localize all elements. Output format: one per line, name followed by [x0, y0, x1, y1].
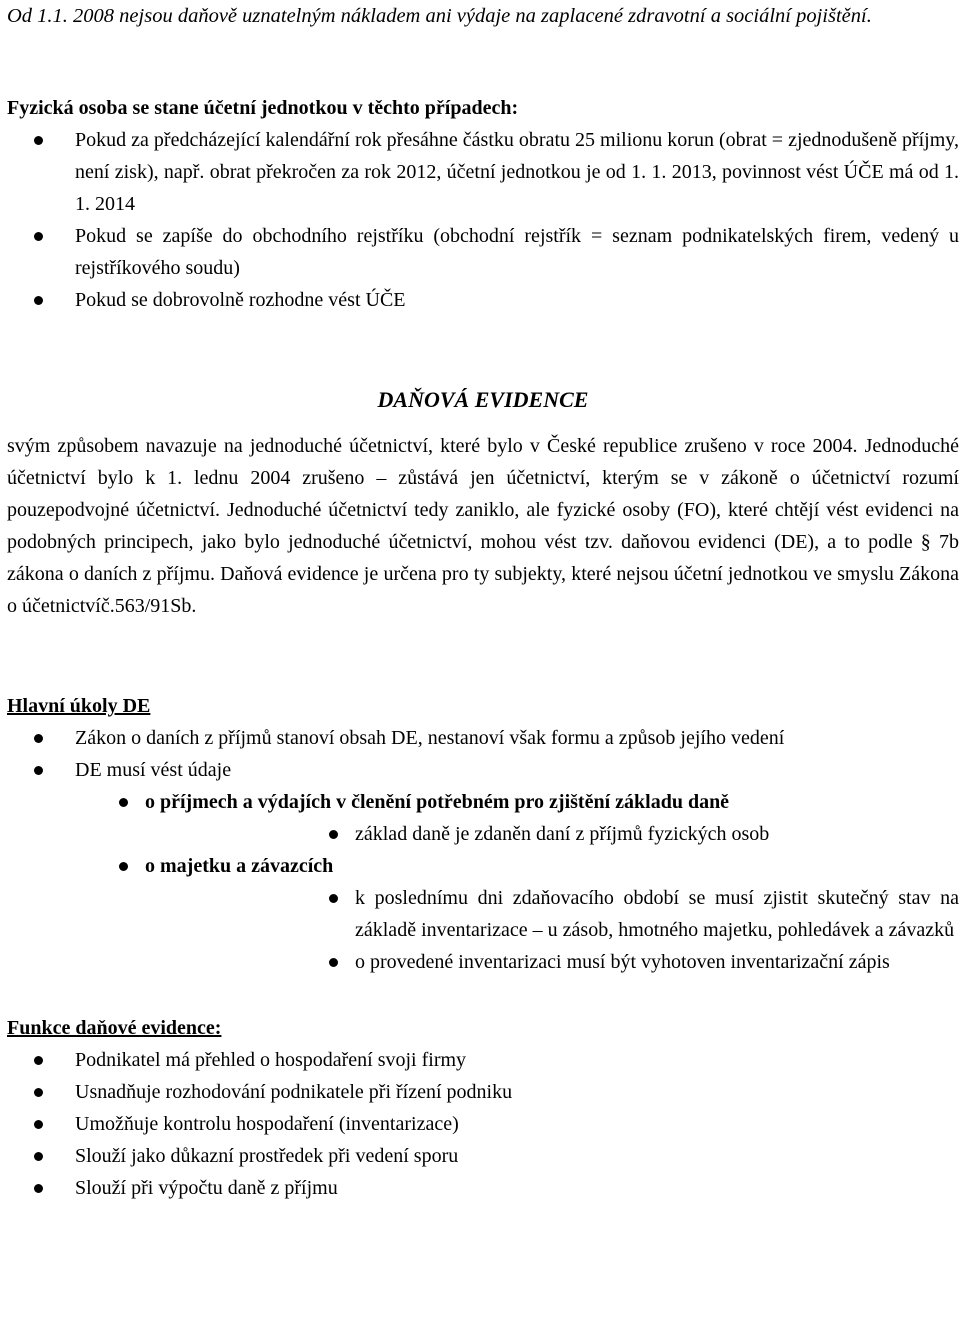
list-item: k poslednímu dni zdaňovacího období se musí zjistit skutečný stav na základě inventarizace – u zásob, hmotného majetku, pohledávek a závazků: [7, 882, 959, 946]
list-item: Podnikatel má přehled o hospodaření svoji firmy: [7, 1044, 959, 1076]
list-item: DE musí vést údaje: [7, 754, 959, 786]
list-item: Pokud za předcházející kalendářní rok přesáhne částku obratu 25 milionu korun (obrat = zjednodušeně příjmy, není zisk), např. obrat překročen za rok 2012, účetní jednotkou je od 1. 1. 2013, povinnost vést ÚČE má od 1. 1. 2014: [7, 124, 959, 220]
list-item: Slouží při výpočtu daně z příjmu: [7, 1172, 959, 1204]
list-item: o provedené inventarizaci musí být vyhotoven inventarizační zápis: [7, 946, 959, 978]
section-heading-main-tasks: Hlavní úkoly DE: [7, 695, 151, 717]
main-tasks-detail-list: [7, 818, 959, 850]
functions-list: [7, 1044, 959, 1204]
list-item: Pokud se zapíše do obchodního rejstříku (obchodní rejstřík = seznam podnikatelských firem, vedený u rejstříkového soudu): [7, 220, 959, 284]
document-page: [7, 0, 959, 1204]
section-heading-accounting-unit: Fyzická osoba se stane účetní jednotkou v těchto případech:: [7, 97, 519, 119]
tax-records-paragraph: svým způsobem navazuje na jednoduché účetnictví, které bylo v České republice zrušeno v roce 2004. Jednoduché účetnictví bylo k 1. lednu 2004 zrušeno – zůstává jen účetnictví, kterým se v zákoně o účetnictví rozumí pouzepodvojné účetnictví. Jednoduché účetnictví tedy zaniklo, ale fyzické osoby (FO), které chtějí vést evidenci na podobných principech, jako bylo jednoduché účetnictví, mohou vést tzv. daňovou evidenci (DE), a to podle § 7b zákona o daních z příjmu. Daňová evidence je určena pro ty subjekty, které nejsou účetní jednotkou ve smyslu Zákona o účetnictvíč.563/91Sb.: [7, 435, 959, 617]
list-item: o příjmech a výdajích v členění potřebném pro zjištění základu daně: [7, 786, 959, 818]
list-item: základ daně je zdaněn daní z příjmů fyzických osob: [7, 818, 959, 850]
section-heading-functions: Funkce daňové evidence:: [7, 1017, 222, 1039]
main-tasks-list: [7, 722, 959, 786]
list-item: Slouží jako důkazní prostředek při vedení sporu: [7, 1140, 959, 1172]
section-title-tax-records: DAŇOVÁ EVIDENCE: [377, 387, 589, 412]
list-item: Zákon o daních z příjmů stanoví obsah DE, nestanoví však formu a způsob jejího vedení: [7, 722, 959, 754]
list-item: o majetku a závazcích: [7, 850, 959, 882]
main-tasks-sublist: [7, 786, 959, 818]
list-item: Pokud se dobrovolně rozhodne vést ÚČE: [7, 284, 959, 316]
list-item: Umožňuje kontrolu hospodaření (inventarizace): [7, 1108, 959, 1140]
intro-note: Od 1.1. 2008 nejsou daňově uznatelným nákladem ani výdaje na zaplacené zdravotní a sociální pojištění.: [7, 5, 872, 27]
list-item: Usnadňuje rozhodování podnikatele při řízení podniku: [7, 1076, 959, 1108]
main-tasks-detail-list: [7, 882, 959, 978]
main-tasks-sublist: [7, 850, 959, 882]
accounting-unit-list: [7, 124, 959, 316]
